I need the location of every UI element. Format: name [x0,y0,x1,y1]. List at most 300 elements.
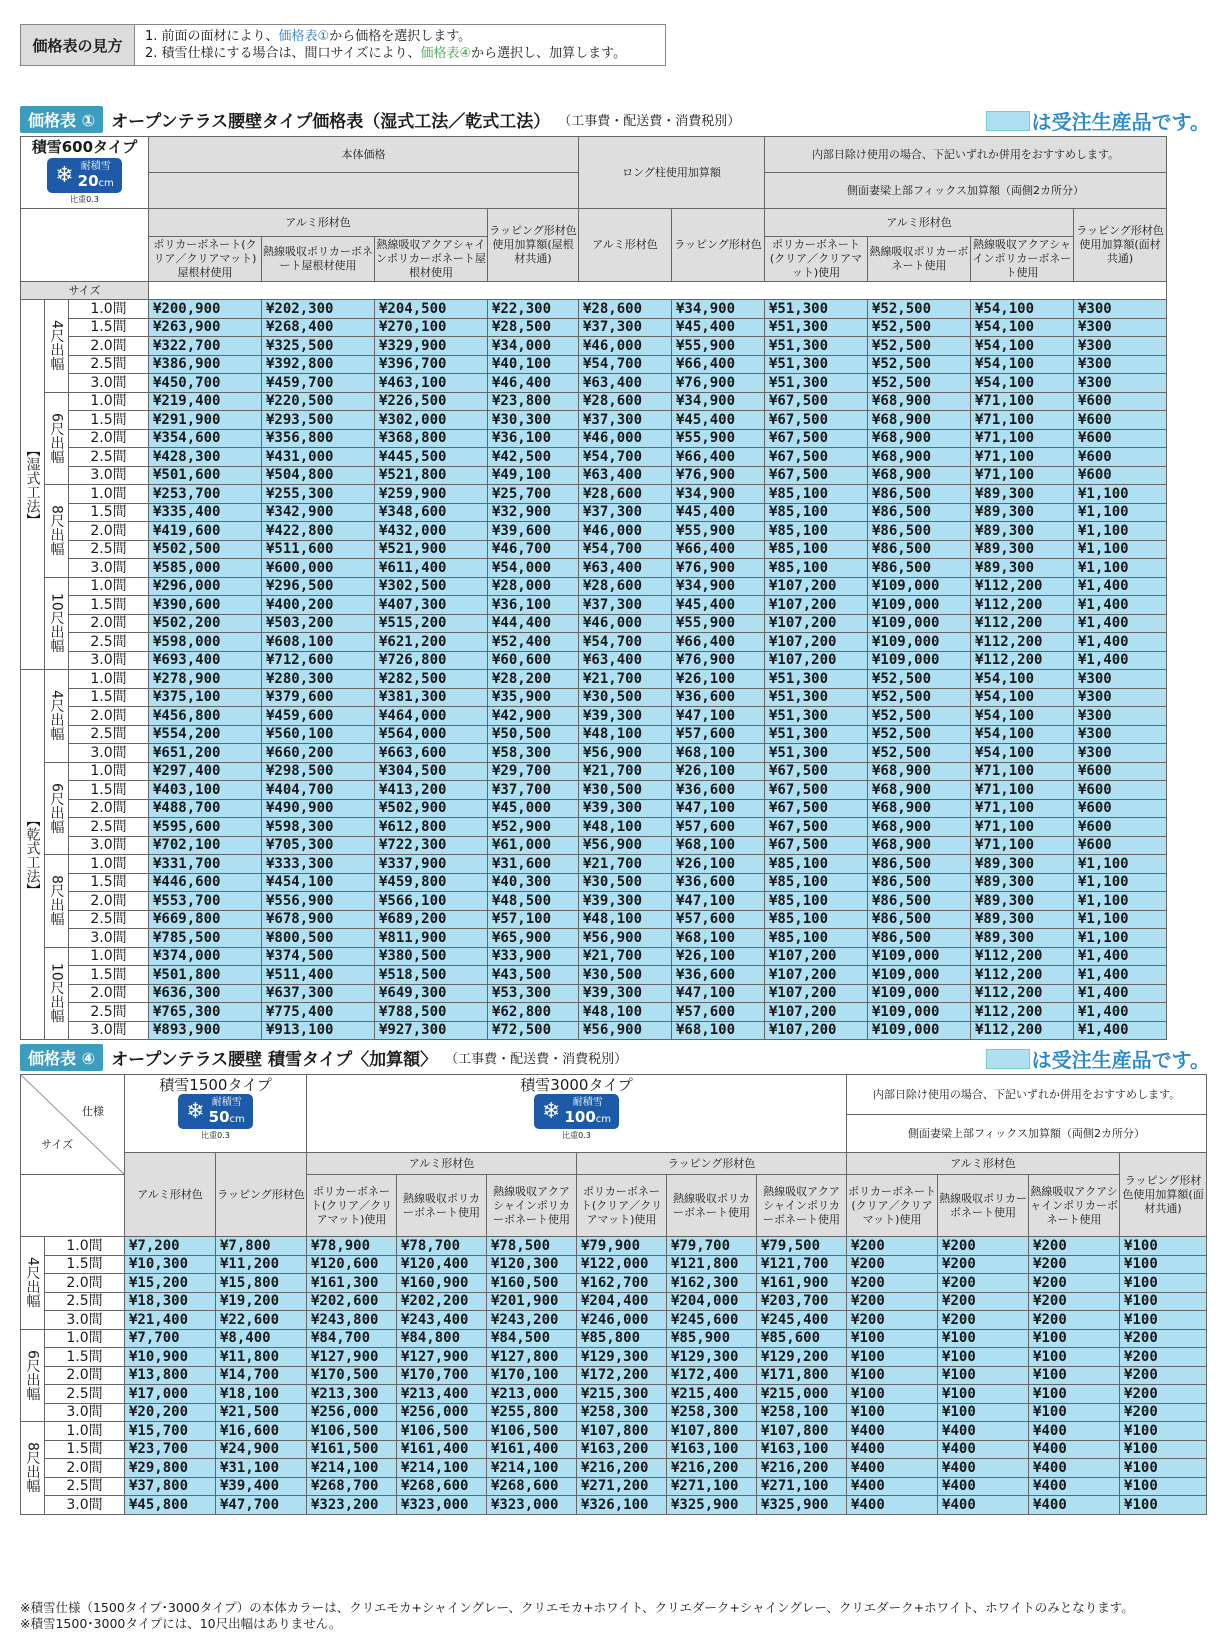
price-cell: ¥220,500 [262,392,375,411]
price-cell: ¥300 [1074,670,1167,689]
price-cell: ¥100 [1120,1422,1207,1441]
price-cell: ¥161,500 [307,1440,397,1459]
table-row [21,688,1167,707]
width-group-label: 4尺出幅 [21,1237,45,1330]
table-row [21,392,1167,411]
price-cell: ¥21,700 [579,670,672,689]
price-cell: ¥245,400 [757,1311,847,1330]
price-cell: ¥34,900 [672,300,765,319]
table-row [21,947,1167,966]
table-row [21,1422,1207,1441]
price-cell: ¥521,800 [375,466,488,485]
price-cell: ¥129,300 [577,1348,667,1367]
size-label: 1.0間 [69,947,149,966]
price-cell: ¥501,600 [149,466,262,485]
price-cell: ¥163,100 [757,1440,847,1459]
price-cell: ¥726,800 [375,651,488,670]
price-cell: ¥600 [1074,448,1167,467]
price-cell: ¥502,200 [149,614,262,633]
table-row [21,429,1167,448]
table-row [21,1003,1167,1022]
price-cell: ¥121,700 [757,1255,847,1274]
price-cell: ¥112,200 [971,1003,1074,1022]
price-cell: ¥100 [1029,1329,1120,1348]
price-cell: ¥100 [847,1403,938,1422]
price-cell: ¥106,500 [487,1422,577,1441]
price-cell: ¥400 [938,1440,1029,1459]
price-cell: ¥100 [1120,1237,1207,1256]
price-cell: ¥68,900 [868,411,971,430]
price-cell: ¥57,600 [672,818,765,837]
price-cell: ¥68,900 [868,836,971,855]
price-cell: ¥200 [1029,1255,1120,1274]
table-row [21,781,1167,800]
h-ext: 内部日除け使用の場合、下記いずれか併用をおすすめします。 [765,137,1167,173]
price-cell: ¥600 [1074,781,1167,800]
price-cell: ¥52,500 [868,688,971,707]
size-label: 2.5間 [69,355,149,374]
price-cell: ¥51,300 [765,707,868,726]
price-cell: ¥86,500 [868,485,971,504]
price-cell: ¥100 [938,1403,1029,1422]
price-cell: ¥392,800 [262,355,375,374]
price-cell: ¥55,900 [672,614,765,633]
t4-h-poly-e: ポリカーボネート(クリア／クリアマット)使用 [847,1175,938,1237]
price-cell: ¥293,500 [262,411,375,430]
price-cell: ¥400 [1029,1496,1120,1515]
size-label: 3.0間 [45,1403,125,1422]
price-cell: ¥56,900 [579,836,672,855]
price-cell: ¥459,800 [375,873,488,892]
price-cell: ¥100 [1029,1403,1120,1422]
table-row [21,540,1167,559]
price-cell: ¥71,100 [971,448,1074,467]
width-group-label: 8尺出幅 [45,485,69,578]
size-label: 1.5間 [45,1440,125,1459]
price-cell: ¥300 [1074,300,1167,319]
price-cell: ¥112,200 [971,596,1074,615]
price-cell: ¥1,100 [1074,559,1167,578]
price-cell: ¥49,100 [488,466,579,485]
size-label: 1.0間 [69,577,149,596]
price-cell: ¥554,200 [149,725,262,744]
price-cell: ¥107,200 [765,596,868,615]
price-cell: ¥100 [847,1366,938,1385]
table-row [21,1255,1207,1274]
price-cell: ¥46,700 [488,540,579,559]
type-cell: 積雪600タイプ ❄ 耐積雪 20cm 比重0.3 [21,137,149,209]
price-cell: ¥127,800 [487,1348,577,1367]
price-cell: ¥400 [1029,1459,1120,1478]
price-cell: ¥85,900 [667,1329,757,1348]
price-cell: ¥109,000 [868,596,971,615]
price-cell: ¥112,200 [971,651,1074,670]
price-cell: ¥15,700 [125,1422,216,1441]
price-cell: ¥47,100 [672,892,765,911]
price-cell: ¥170,700 [397,1366,487,1385]
price-cell: ¥57,100 [488,910,579,929]
h-long-wrap: ラッピング形材色 [672,209,765,282]
price-cell: ¥245,600 [667,1311,757,1330]
price-cell: ¥120,300 [487,1255,577,1274]
price-cell: ¥33,900 [488,947,579,966]
price-cell: ¥216,200 [577,1459,667,1478]
price-cell: ¥204,000 [667,1292,757,1311]
price-cell: ¥127,900 [307,1348,397,1367]
price-cell: ¥163,100 [667,1440,757,1459]
legend-swatch-2 [986,1049,1030,1069]
price-cell: ¥162,700 [577,1274,667,1293]
table1-heading [20,106,740,133]
price-cell: ¥107,200 [765,577,868,596]
price-cell: ¥459,700 [262,374,375,393]
price-cell: ¥54,700 [579,448,672,467]
price-cell: ¥68,900 [868,392,971,411]
price-cell: ¥85,100 [765,910,868,929]
price-cell: ¥271,200 [577,1477,667,1496]
t4-h1-wrap: ラッピング形材色 [216,1153,307,1237]
price-cell: ¥48,100 [579,818,672,837]
price-cell: ¥215,400 [667,1385,757,1404]
price-cell: ¥255,300 [262,485,375,504]
price-cell: ¥271,100 [757,1477,847,1496]
price-cell: ¥54,100 [971,744,1074,763]
price-cell: ¥422,800 [262,522,375,541]
price-cell: ¥26,100 [672,947,765,966]
price-cell: ¥21,400 [125,1311,216,1330]
t4-h-alumi: アルミ形材色 [307,1153,577,1175]
price-cell: ¥26,100 [672,762,765,781]
table-row [21,1496,1207,1515]
price-cell: ¥107,200 [765,651,868,670]
price-cell: ¥502,500 [149,540,262,559]
price-cell: ¥298,500 [262,762,375,781]
table-row [21,1440,1207,1459]
price-cell: ¥28,000 [488,577,579,596]
price-cell: ¥51,300 [765,337,868,356]
size-label: 3.0間 [69,929,149,948]
price-cell: ¥215,300 [577,1385,667,1404]
price-cell: ¥54,100 [971,725,1074,744]
width-group-label: 4尺出幅 [45,300,69,393]
price-cell: ¥84,700 [307,1329,397,1348]
price-cell: ¥503,200 [262,614,375,633]
price-cell: ¥693,400 [149,651,262,670]
table4-title: オープンテラス腰壁 積雪タイプ〈加算額〉 [111,1050,438,1070]
price-cell: ¥162,300 [667,1274,757,1293]
price-cell: ¥68,100 [672,836,765,855]
price-cell: ¥56,900 [579,744,672,763]
price-cell: ¥67,500 [765,411,868,430]
type2-cell: 積雪3000タイプ ❄ 耐積雪 100cm 比重0.3 [307,1075,847,1153]
price-cell: ¥57,600 [672,910,765,929]
price-cell: ¥20,200 [125,1403,216,1422]
size-label: 1.0間 [69,762,149,781]
price-cell: ¥37,300 [579,503,672,522]
price-cell: ¥54,100 [971,355,1074,374]
price-cell: ¥1,400 [1074,633,1167,652]
price-cell: ¥34,900 [672,577,765,596]
price-cell: ¥11,800 [216,1348,307,1367]
price-cell: ¥564,000 [375,725,488,744]
price-cell: ¥200 [938,1237,1029,1256]
price-cell: ¥44,400 [488,614,579,633]
price-cell: ¥107,800 [577,1422,667,1441]
price-cell: ¥66,400 [672,540,765,559]
table-row [21,633,1167,652]
price-cell: ¥100 [938,1385,1029,1404]
price-cell: ¥368,800 [375,429,488,448]
price-cell: ¥213,000 [487,1385,577,1404]
price-cell: ¥86,500 [868,559,971,578]
price-cell: ¥68,900 [868,762,971,781]
table-row [21,448,1167,467]
width-group-label: 10尺出幅 [45,577,69,670]
t4-h-heat-a: 熱線吸収ポリカーボネート使用 [397,1175,487,1237]
price-cell: ¥161,400 [397,1440,487,1459]
price-cell: ¥78,900 [307,1237,397,1256]
price-cell: ¥85,100 [765,873,868,892]
size-label: 3.0間 [45,1311,125,1330]
price-cell: ¥200 [1120,1348,1207,1367]
price-cell: ¥51,300 [765,300,868,319]
price-cell: ¥1,100 [1074,892,1167,911]
price-cell: ¥109,000 [868,984,971,1003]
price-cell: ¥356,800 [262,429,375,448]
price-cell: ¥1,400 [1074,1003,1167,1022]
price-cell: ¥55,900 [672,522,765,541]
footnote-1: ※積雪仕様（1500タイプ･3000タイプ）の本体カラーは、クリエモカ+シャイングレー、クリエモカ+ホワイト、クリエダーク+シャイングレー、クリエダーク+ホワイト、ホワイトのみとなります。 [20,1600,1134,1615]
price-cell: ¥71,100 [971,762,1074,781]
price-cell: ¥85,100 [765,522,868,541]
snowflake-icon: ❄ [55,162,74,188]
price-cell: ¥86,500 [868,540,971,559]
price-cell: ¥1,100 [1074,910,1167,929]
price-cell: ¥171,800 [757,1366,847,1385]
price-cell: ¥502,900 [375,799,488,818]
price-cell: ¥600 [1074,762,1167,781]
price-cell: ¥454,100 [262,873,375,892]
price-cell: ¥204,400 [577,1292,667,1311]
price-cell: ¥22,300 [488,300,579,319]
price-cell: ¥37,300 [579,596,672,615]
price-cell: ¥60,600 [488,651,579,670]
price-cell: ¥463,100 [375,374,488,393]
price-cell: ¥68,100 [672,929,765,948]
price-cell: ¥200 [847,1311,938,1330]
price-cell: ¥89,300 [971,503,1074,522]
price-cell: ¥1,400 [1074,596,1167,615]
price-cell: ¥121,800 [667,1255,757,1274]
price-cell: ¥36,600 [672,966,765,985]
price-cell: ¥100 [1120,1459,1207,1478]
price-cell: ¥702,100 [149,836,262,855]
price-cell: ¥172,200 [577,1366,667,1385]
price-cell: ¥504,800 [262,466,375,485]
price-cell: ¥36,100 [488,596,579,615]
table-row [21,466,1167,485]
price-cell: ¥600,000 [262,559,375,578]
table-row [21,1292,1207,1311]
price-cell: ¥56,900 [579,929,672,948]
size-label: 3.0間 [69,559,149,578]
price-cell: ¥79,700 [667,1237,757,1256]
footnotes [20,1600,1134,1632]
price-cell: ¥68,900 [868,818,971,837]
price-cell: ¥595,600 [149,818,262,837]
price-cell: ¥258,300 [577,1403,667,1422]
price-cell: ¥47,700 [216,1496,307,1515]
price-cell: ¥10,300 [125,1255,216,1274]
width-group-label: 8尺出幅 [45,855,69,948]
price-cell: ¥107,200 [765,984,868,1003]
size-label: 2.0間 [69,337,149,356]
price-cell: ¥26,100 [672,670,765,689]
price-cell: ¥127,900 [397,1348,487,1367]
price-cell: ¥10,900 [125,1348,216,1367]
size-label: 1.0間 [69,392,149,411]
price-cell: ¥54,000 [488,559,579,578]
price-cell: ¥722,300 [375,836,488,855]
price-cell: ¥67,500 [765,392,868,411]
price-cell: ¥109,000 [868,577,971,596]
h-poly: ポリカーボネート(クリア／クリアマット)屋根材使用 [149,237,262,282]
price-cell: ¥107,200 [765,1003,868,1022]
price-cell: ¥52,500 [868,300,971,319]
size-label: 2.5間 [45,1292,125,1311]
price-cell: ¥66,400 [672,633,765,652]
price-cell: ¥8,400 [216,1329,307,1348]
price-cell: ¥258,100 [757,1403,847,1422]
t4-h-heat-e: 熱線吸収ポリカーボネート使用 [938,1175,1029,1237]
t4-h-acq-w: 熱線吸収アクアシャインポリカーボネート使用 [757,1175,847,1237]
price-cell: ¥200 [847,1237,938,1256]
price-cell: ¥598,000 [149,633,262,652]
price-cell: ¥26,100 [672,855,765,874]
size-label: 1.0間 [69,670,149,689]
price-cell: ¥271,100 [667,1477,757,1496]
price-cell: ¥52,400 [488,633,579,652]
price-cell: ¥54,100 [971,318,1074,337]
price-cell: ¥32,900 [488,503,579,522]
price-cell: ¥100 [1120,1311,1207,1330]
price-cell: ¥214,100 [397,1459,487,1478]
price-cell: ¥1,400 [1074,984,1167,1003]
price-cell: ¥413,200 [375,781,488,800]
price-cell: ¥28,600 [579,300,672,319]
price-cell: ¥54,100 [971,300,1074,319]
price-cell: ¥52,500 [868,670,971,689]
price-cell: ¥46,400 [488,374,579,393]
price-cell: ¥63,400 [579,651,672,670]
h-ext-alumi: アルミ形材色 [765,209,1074,237]
price-cell: ¥28,200 [488,670,579,689]
price-cell: ¥300 [1074,337,1167,356]
price-cell: ¥79,500 [757,1237,847,1256]
price-cell: ¥200 [847,1255,938,1274]
price-cell: ¥270,100 [375,318,488,337]
table-row [21,725,1167,744]
price-cell: ¥200 [938,1292,1029,1311]
price-cell: ¥23,800 [488,392,579,411]
price-cell: ¥68,100 [672,1021,765,1040]
size-label: 2.0間 [69,429,149,448]
price-cell: ¥54,700 [579,540,672,559]
price-cell: ¥47,100 [672,707,765,726]
size-label: 1.5間 [69,781,149,800]
price-cell: ¥268,400 [262,318,375,337]
price-cell: ¥39,600 [488,522,579,541]
price-cell: ¥46,000 [579,614,672,633]
price-cell: ¥400 [1029,1477,1120,1496]
size-label: 3.0間 [69,836,149,855]
price-cell: ¥54,700 [579,633,672,652]
price-cell: ¥42,500 [488,448,579,467]
price-cell: ¥243,400 [397,1311,487,1330]
price-cell: ¥58,300 [488,744,579,763]
price-cell: ¥50,500 [488,725,579,744]
price-cell: ¥100 [847,1329,938,1348]
price-cell: ¥161,300 [307,1274,397,1293]
price-cell: ¥39,300 [579,707,672,726]
price-cell: ¥106,500 [397,1422,487,1441]
price-cell: ¥71,100 [971,466,1074,485]
type1-cell: 積雪1500タイプ ❄ 耐積雪 50cm 比重0.3 [125,1075,307,1153]
price-cell: ¥705,300 [262,836,375,855]
price-cell: ¥488,700 [149,799,262,818]
price-cell: ¥400 [847,1477,938,1496]
price-cell: ¥46,000 [579,337,672,356]
price-cell: ¥63,400 [579,466,672,485]
table-row [21,522,1167,541]
price-cell: ¥450,700 [149,374,262,393]
price-cell: ¥300 [1074,744,1167,763]
price-cell: ¥258,300 [667,1403,757,1422]
size-label: 2.5間 [45,1385,125,1404]
price-cell: ¥400 [1029,1422,1120,1441]
price-cell: ¥263,900 [149,318,262,337]
price-cell: ¥386,900 [149,355,262,374]
price-cell: ¥109,000 [868,1003,971,1022]
price-cell: ¥51,300 [765,318,868,337]
price-cell: ¥109,000 [868,614,971,633]
price-cell: ¥79,900 [577,1237,667,1256]
price-cell: ¥200 [1120,1403,1207,1422]
price-cell: ¥51,300 [765,744,868,763]
price-cell: ¥428,300 [149,448,262,467]
price-cell: ¥89,300 [971,873,1074,892]
price-cell: ¥521,900 [375,540,488,559]
price-cell: ¥85,100 [765,929,868,948]
price-cell: ¥68,900 [868,799,971,818]
price-cell: ¥57,600 [672,1003,765,1022]
price-cell: ¥72,500 [488,1021,579,1040]
price-cell: ¥71,100 [971,781,1074,800]
price-cell: ¥585,000 [149,559,262,578]
size-label: 1.5間 [69,873,149,892]
price-cell: ¥1,400 [1074,614,1167,633]
price-cell: ¥45,400 [672,596,765,615]
price-cell: ¥76,900 [672,559,765,578]
price-cell: ¥775,400 [262,1003,375,1022]
price-cell: ¥268,600 [487,1477,577,1496]
price-cell: ¥89,300 [971,522,1074,541]
price-cell: ¥553,700 [149,892,262,911]
table-row [21,485,1167,504]
price-cell: ¥120,400 [397,1255,487,1274]
price-cell: ¥86,500 [868,873,971,892]
price-cell: ¥109,000 [868,966,971,985]
